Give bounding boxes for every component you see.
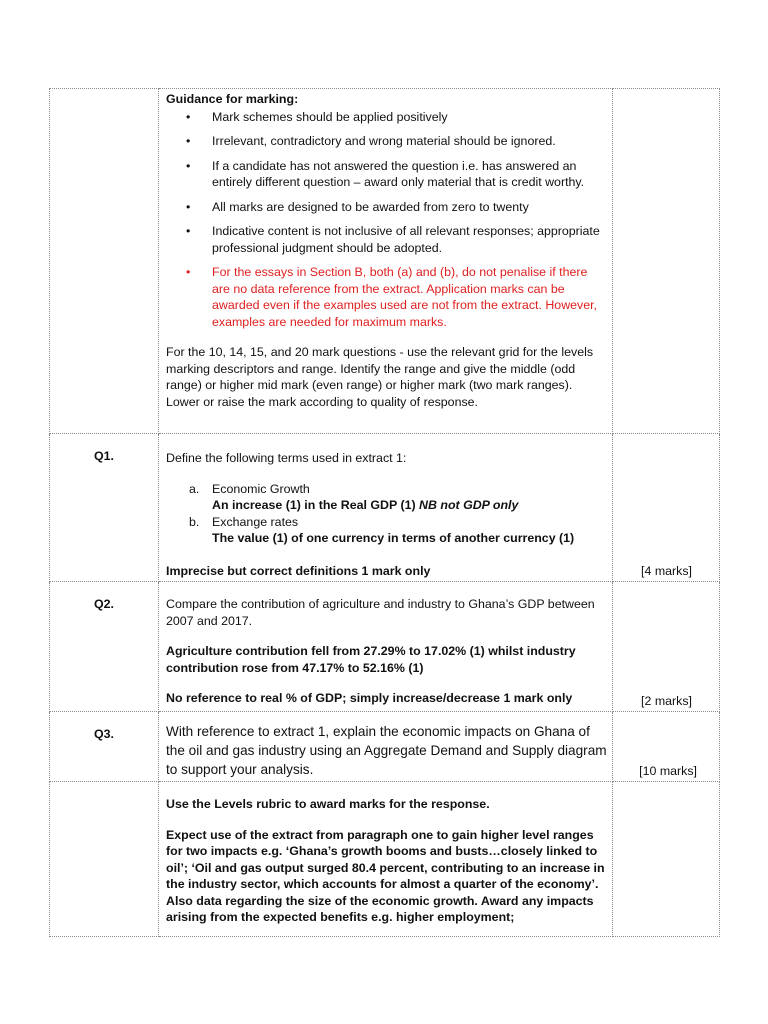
q3-guidance-marks-cell xyxy=(613,782,720,937)
mark-scheme-page xyxy=(49,88,719,937)
q3-rubric: Use the Levels rubric to award marks for the response. xyxy=(166,797,490,811)
q2-footer: No reference to real % of GDP; simply increase/decrease 1 mark only xyxy=(166,691,573,705)
q1-cell xyxy=(159,434,613,582)
q1-marks: [4 marks] xyxy=(613,434,720,582)
list-item: The value (1) of one currency in terms of another currency (1) xyxy=(212,531,575,545)
q3-marks: [10 marks] xyxy=(613,712,720,782)
guidance-list xyxy=(166,109,608,331)
bullet-icon: • xyxy=(186,134,191,148)
q3-row xyxy=(50,712,720,782)
guidance-marks-cell xyxy=(613,89,720,434)
bullet-icon: • xyxy=(186,158,191,173)
q1-label: Q1. xyxy=(50,434,159,582)
q3-expect: Expect use of the extract from paragraph one to gain higher level ranges for two impacts e.g. ‘Ghana’s growth booms and busts…closely linked to oil’; ‘Oil and gas output surged 80.4 percent, contributing to an increase in the industry sector, which accounts for almost a quarter of the economy’. Also data regarding the size of the economic growth. Award any impacts arising from the expected benefits e.g. higher employment; xyxy=(166,827,605,924)
levels-note: For the 10, 14, 15, and 20 mark questions - use the relevant grid for the levels marking descriptors and range. Identify the range and give the middle (odd range) or higher mid mark (even range) or higher mark (two mark ranges). Lower or raise the mark according to quality of response. xyxy=(166,345,594,409)
guidance-heading: Guidance for marking: xyxy=(166,92,299,106)
guidance-cell xyxy=(159,89,613,434)
q3-prompt: With reference to extract 1, explain the economic impacts on Ghana of the oil and gas industry using an Aggregate Demand and Supply diagram to support your analysis. xyxy=(159,712,613,782)
q1-footer: Imprecise but correct definitions 1 mark only xyxy=(166,563,431,578)
bullet-icon: • xyxy=(186,265,191,279)
q1-terms xyxy=(166,481,608,547)
list-item: An increase (1) in the Real GDP (1) NB not GDP only xyxy=(212,498,519,512)
q2-label: Q2. xyxy=(50,582,159,712)
list-item: • Mark schemes should be applied positively xyxy=(186,109,448,124)
q2-prompt: Compare the contribution of agriculture and industry to Ghana’s GDP between 2007 and 2017. xyxy=(166,597,595,628)
q1-row xyxy=(50,434,720,582)
q1-prompt: Define the following terms used in extract 1: xyxy=(166,451,407,465)
mark-scheme-table xyxy=(49,88,720,937)
bullet-icon: • xyxy=(186,109,191,124)
list-item: • All marks are designed to be awarded from zero to twenty xyxy=(186,199,529,214)
q2-marks: [2 marks] xyxy=(613,582,720,712)
q3-label: Q3. xyxy=(50,712,159,782)
q3-guidance-cell xyxy=(159,782,613,937)
q2-answer: Agriculture contribution fell from 27.29% to 17.02% (1) whilst industry contribution rose from 47.17% to 52.16% (1) xyxy=(166,644,576,675)
guidance-label-cell xyxy=(50,89,159,434)
q2-row xyxy=(50,582,720,712)
q3-guidance-row xyxy=(50,782,720,937)
list-item: b. Exchange rates xyxy=(189,514,299,529)
list-item-red: • For the essays in Section B, both (a) and (b), do not penalise if there are no data reference from the extract. Application marks can be awarded even if the examples used are not from the extract. However, examples are needed for maximum marks. xyxy=(186,265,597,329)
list-item: • Irrelevant, contradictory and wrong material should be ignored. xyxy=(186,134,556,148)
guidance-row xyxy=(50,89,720,434)
list-item: • Indicative content is not inclusive of all relevant responses; appropriate professional judgment should be adopted. xyxy=(186,224,600,255)
q3-guidance-label-cell xyxy=(50,782,159,937)
bullet-icon: • xyxy=(186,224,191,238)
bullet-icon: • xyxy=(186,199,191,214)
list-item: • If a candidate has not answered the question i.e. has answered an entirely different question – award only material that is credit worthy. xyxy=(186,158,585,189)
list-item: a. Economic Growth xyxy=(189,481,310,496)
q2-cell xyxy=(159,582,613,712)
